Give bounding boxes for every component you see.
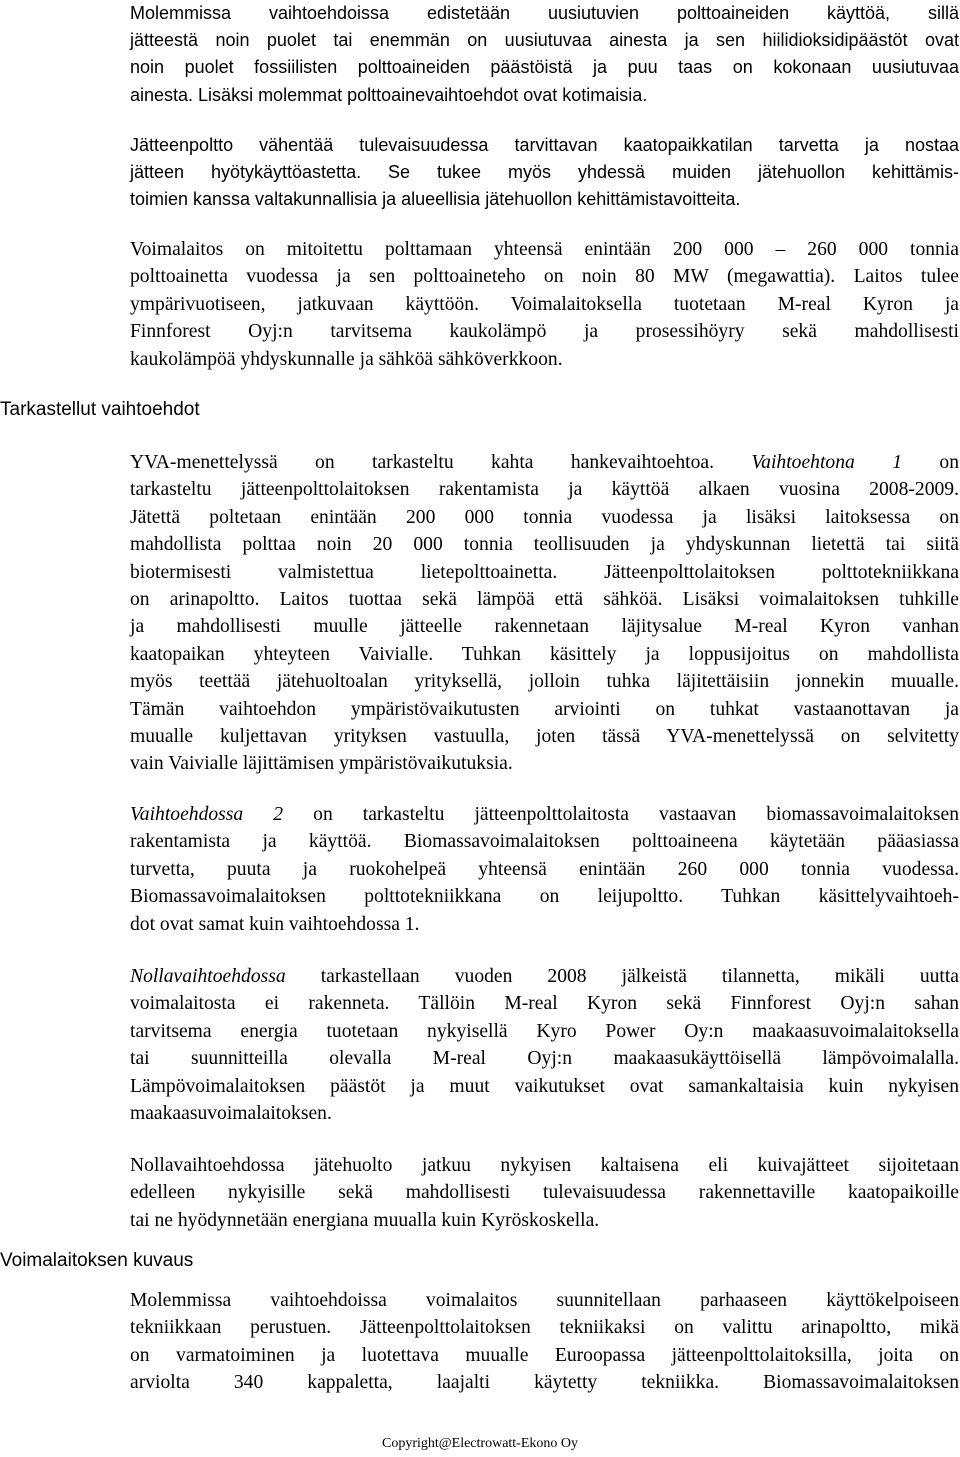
text-line: arviolta 340 kappaletta, laajalti käytetty tekniikka. Biomassavoimalaitoksen — [130, 1372, 959, 1394]
paragraph-renewable-fuels — [130, 0, 959, 109]
section-heading-alternatives: Tarkastellut vaihtoehdot — [0, 399, 200, 420]
paragraph-alternative-1 — [130, 449, 959, 778]
text-line: on arinapoltto. Laitos tuottaa sekä lämpöä että sähköä. Lisäksi voimalaitoksen tuhkille — [130, 589, 959, 611]
text-line: edelleen nykyisille sekä mahdollisesti tulevaisuudessa rakennettaville kaatopaikoille — [130, 1182, 959, 1204]
text-line: voimalaitosta ei rakenneta. Tällöin M-real Kyron sekä Finnforest Oyj:n sahan — [130, 993, 959, 1015]
emphasis: Vaihtoehtona 1 — [751, 452, 902, 473]
text-line: myös teettää jätehuoltoalan yrityksellä, jolloin tuhka läjitettäisiin jonnekin muualle. — [130, 671, 959, 693]
text-line: muualle kuljettavan yrityksen vastuulla, joten tässä YVA-menettelyssä on selvitetty — [130, 726, 959, 748]
text-line: tai suunnitteilla olevalla M-real Oyj:n maakaasukäyttöisellä lämpövoimalalla. — [130, 1048, 959, 1070]
text-line: turvetta, puuta ja ruokohelpeä yhteensä enintään 260 000 tonnia vuodessa. — [130, 858, 959, 880]
paragraph-technology — [130, 1287, 959, 1397]
text-line: ympärivuotiseen, jatkuvaan käyttöön. Voimalaitoksella tuotetaan M-real Kyron ja — [130, 293, 959, 315]
text-run: on — [939, 452, 959, 473]
text-line — [130, 963, 959, 990]
text-line — [130, 801, 959, 828]
text-line: kaatopaikan yhteyteen Vaivialle. Tuhkan käsittely ja loppusijoitus on mahdollista — [130, 643, 959, 665]
text-line: Tämän vaihtoehdon ympäristövaikutusten arviointi on tuhkat vastaanottavan ja — [130, 698, 959, 720]
text-line: biotermisesti valmistettua lietepolttoainetta. Jätteenpolttolaitoksen polttotekniikkana — [130, 561, 959, 583]
text-line: mahdollista polttaa noin 20 000 tonnia teollisuuden ja yhdyskunnan lietettä tai siitä — [130, 534, 959, 556]
text-run: tarkastellaan vuoden 2008 jälkeistä tilannetta, mikäli uutta — [320, 966, 960, 987]
text-line: jätteen hyötykäyttöastetta. Se tukee myös yhdessä muiden jätehuollon kehittämis- — [130, 162, 959, 183]
text-line: polttoainetta vuodessa ja sen polttoaineteho on noin 80 MW (megawattia). Laitos tulee — [130, 266, 959, 288]
text-line: Nollavaihtoehdossa jätehuolto jatkuu nykyisen kaltaisena eli kuivajätteet sijoitetaan — [130, 1155, 959, 1176]
text-line: rakentamista ja käyttöä. Biomassavoimalaitoksen polttoaineena käytetään pääasiassa — [130, 831, 959, 853]
text-line: kaukolämpöä yhdyskunnalle ja sähköä sähköverkkoon. — [130, 348, 563, 370]
text-line: Jätteenpoltto vähentää tulevaisuudessa tarvittavan kaatopaikkatilan tarvetta ja nostaa — [130, 135, 959, 155]
paragraph-plant-capacity — [130, 236, 959, 373]
text-line: Jätettä poltetaan enintään 200 000 tonnia vuodessa ja lisäksi laitoksessa on — [130, 506, 959, 528]
emphasis: Vaihtoehdossa 2 — [130, 804, 284, 825]
text-line: tarvitsema energia tuotetaan nykyisellä Kyro Power Oy:n maakaasuvoimalaitoksella — [130, 1020, 959, 1042]
text-line: ainesta. Lisäksi molemmat polttoainevaihtoehdot ovat kotimaisia. — [130, 84, 648, 105]
text-line: ja mahdollisesti muulle jätteelle rakennetaan läjitysalue M-real Kyron vanhan — [130, 616, 959, 638]
section-heading-plant-description: Voimalaitoksen kuvaus — [0, 1250, 194, 1271]
text-line: jätteestä noin puolet tai enemmän on uusiutuvaa ainesta ja sen hiilidioksidipäästöt ovat — [130, 30, 959, 51]
text-line: tekniikkaan perustuen. Jätteenpolttolaitoksen tekniikaksi on valittu arinapoltto, mikä — [130, 1317, 959, 1339]
emphasis: Nollavaihtoehdossa — [130, 966, 286, 987]
text-line: Lämpövoimalaitoksen päästöt ja muut vaikutukset ovat samankaltaisia kuin nykyisen — [130, 1075, 959, 1097]
text-line: toimien kanssa valtakunnallisia ja alueellisia jätehuollon kehittämistavoitteita. — [130, 189, 741, 210]
text-line: maakaasuvoimalaitoksen. — [130, 1103, 332, 1125]
text-line: noin puolet fossiilisten polttoaineiden päästöistä ja puu taas on kokonaan uusiutuvaa — [130, 57, 959, 78]
text-line — [130, 449, 959, 476]
text-run: YVA-menettelyssä on tarkasteltu kahta hankevaihtoehtoa. — [130, 452, 714, 473]
text-line: tai ne hyödynnetään energiana muualla kuin Kyröskoskella. — [130, 1209, 600, 1231]
paragraph-alternative-2 — [130, 801, 959, 938]
text-line: on varmatoiminen ja luotettava muualle Euroopassa jätteenpolttolaitoksilla, joita on — [130, 1344, 959, 1366]
paragraph-zero-alternative — [130, 963, 959, 1127]
text-line: Finnforest Oyj:n tarvitsema kaukolämpö ja prosessihöyry sekä mahdollisesti — [130, 321, 959, 343]
text-line: Biomassavoimalaitoksen polttotekniikkana on leijupoltto. Tuhkan käsittelyvaihtoeh- — [130, 886, 959, 908]
text-line: Voimalaitos on mitoitettu polttamaan yhteensä enintään 200 000 – 260 000 tonnia — [130, 239, 959, 260]
paragraph-waste-incineration — [130, 132, 959, 214]
text-line: tarkasteltu jätteenpolttolaitoksen rakentamista ja käyttöä alkaen vuosina 2008-2009. — [130, 479, 959, 501]
text-run: on tarkasteltu jätteenpolttolaitosta vastaavan biomassavoimalaitoksen — [313, 804, 959, 825]
paragraph-zero-waste-management — [130, 1152, 959, 1234]
text-line: vain Vaivialle läjittämisen ympäristövaikutuksia. — [130, 753, 513, 775]
text-line: Molemmissa vaihtoehdoissa edistetään uusiutuvien polttoaineiden käyttöä, sillä — [130, 3, 959, 23]
page-footer-copyright: Copyright@Electrowatt-Ekono Oy — [381, 1436, 579, 1451]
text-line: dot ovat samat kuin vaihtoehdossa 1. — [130, 913, 420, 935]
text-line: Molemmissa vaihtoehdoissa voimalaitos suunnitellaan parhaaseen käyttökelpoiseen — [130, 1290, 959, 1311]
